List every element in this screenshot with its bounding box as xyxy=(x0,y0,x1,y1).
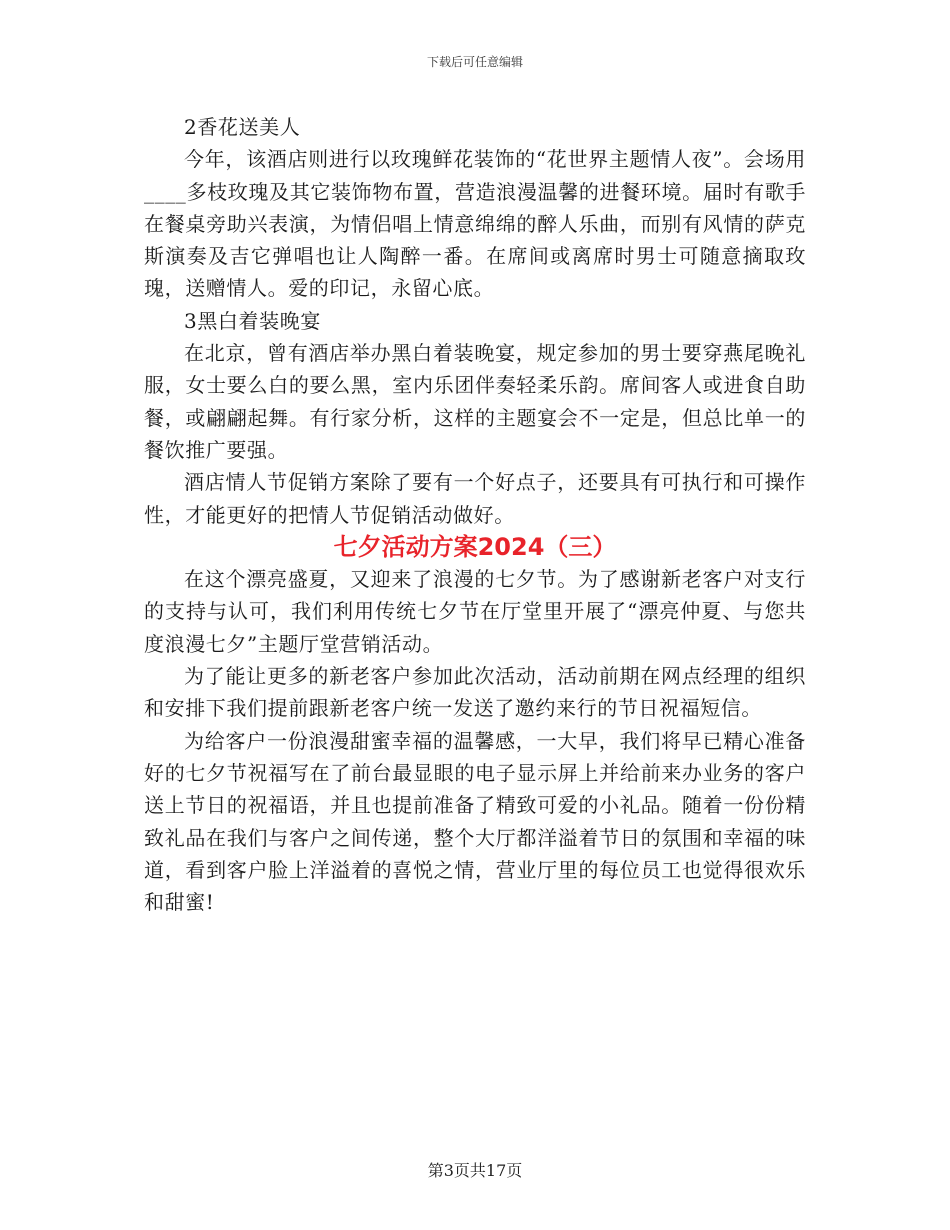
section-heading-3: 3黑白着装晚宴 xyxy=(184,308,321,333)
article-paragraph: 在这个漂亮盛夏，又迎来了浪漫的七夕节。为了感谢新老客户对支行的支持与认可，我们利用传统七夕节在厅堂里开展了“漂亮仲夏、与您共度浪漫七夕”主题厅堂营销活动。 xyxy=(144,567,806,656)
summary-paragraph: 酒店情人节促销方案除了要有一个好点子，还要具有可执行和可操作性，才能更好的把情人节促销活动做好。 xyxy=(144,470,806,527)
article-paragraph: 为给客户一份浪漫甜蜜幸福的温馨感，一大早，我们将早已精心准备好的七夕节祝福写在了前台最显眼的电子显示屏上并给前来办业务的客户送上节日的祝福语，并且也提前准备了精致可爱的小礼品。随着一份份精致礼品在我们与客户之间传递，整个大厅都洋溢着节日的氛围和幸福的味道，看到客户脸上洋溢着的喜悦之情，营业厅里的每位员工也觉得很欢乐和甜蜜! xyxy=(144,728,806,915)
section-paragraph-3: 在北京，曾有酒店举办黑白着装晚宴，规定参加的男士要穿燕尾晚礼服，女士要么白的要么黑，室内乐团伴奏轻柔乐韵。席间客人或进食自助餐，或翩翩起舞。有行家分析，这样的主题宴会不一定是，但总比单一的餐饮推广要强。 xyxy=(144,341,806,462)
document-body xyxy=(144,111,806,918)
article-paragraph: 为了能让更多的新老客户参加此次活动，活动前期在网点经理的组织和安排下我们提前跟新老客户统一发送了邀约来行的节日祝福短信。 xyxy=(144,664,806,721)
section-heading-2: 2香花送美人 xyxy=(184,115,301,139)
page-header-note: 下载后可任意编辑 xyxy=(426,55,523,69)
section-paragraph-2: 今年，该酒店则进行以玫瑰鲜花装饰的“花世界主题情人夜”。会场用____多枝玫瑰及其它装饰物布置，营造浪漫温馨的进餐环境。届时有歌手在餐桌旁助兴表演，为情侣唱上情意绵绵的醉人乐曲，而别有风情的萨克斯演奏及吉它弹唱也让人陶醉一番。在席间或离席时男士可随意摘取玫瑰，送赠情人。爱的印记，永留心底。 xyxy=(144,147,806,301)
page-number: 第3页共17页 xyxy=(427,1161,523,1180)
article-title: 七夕活动方案2024（三） xyxy=(333,532,617,561)
